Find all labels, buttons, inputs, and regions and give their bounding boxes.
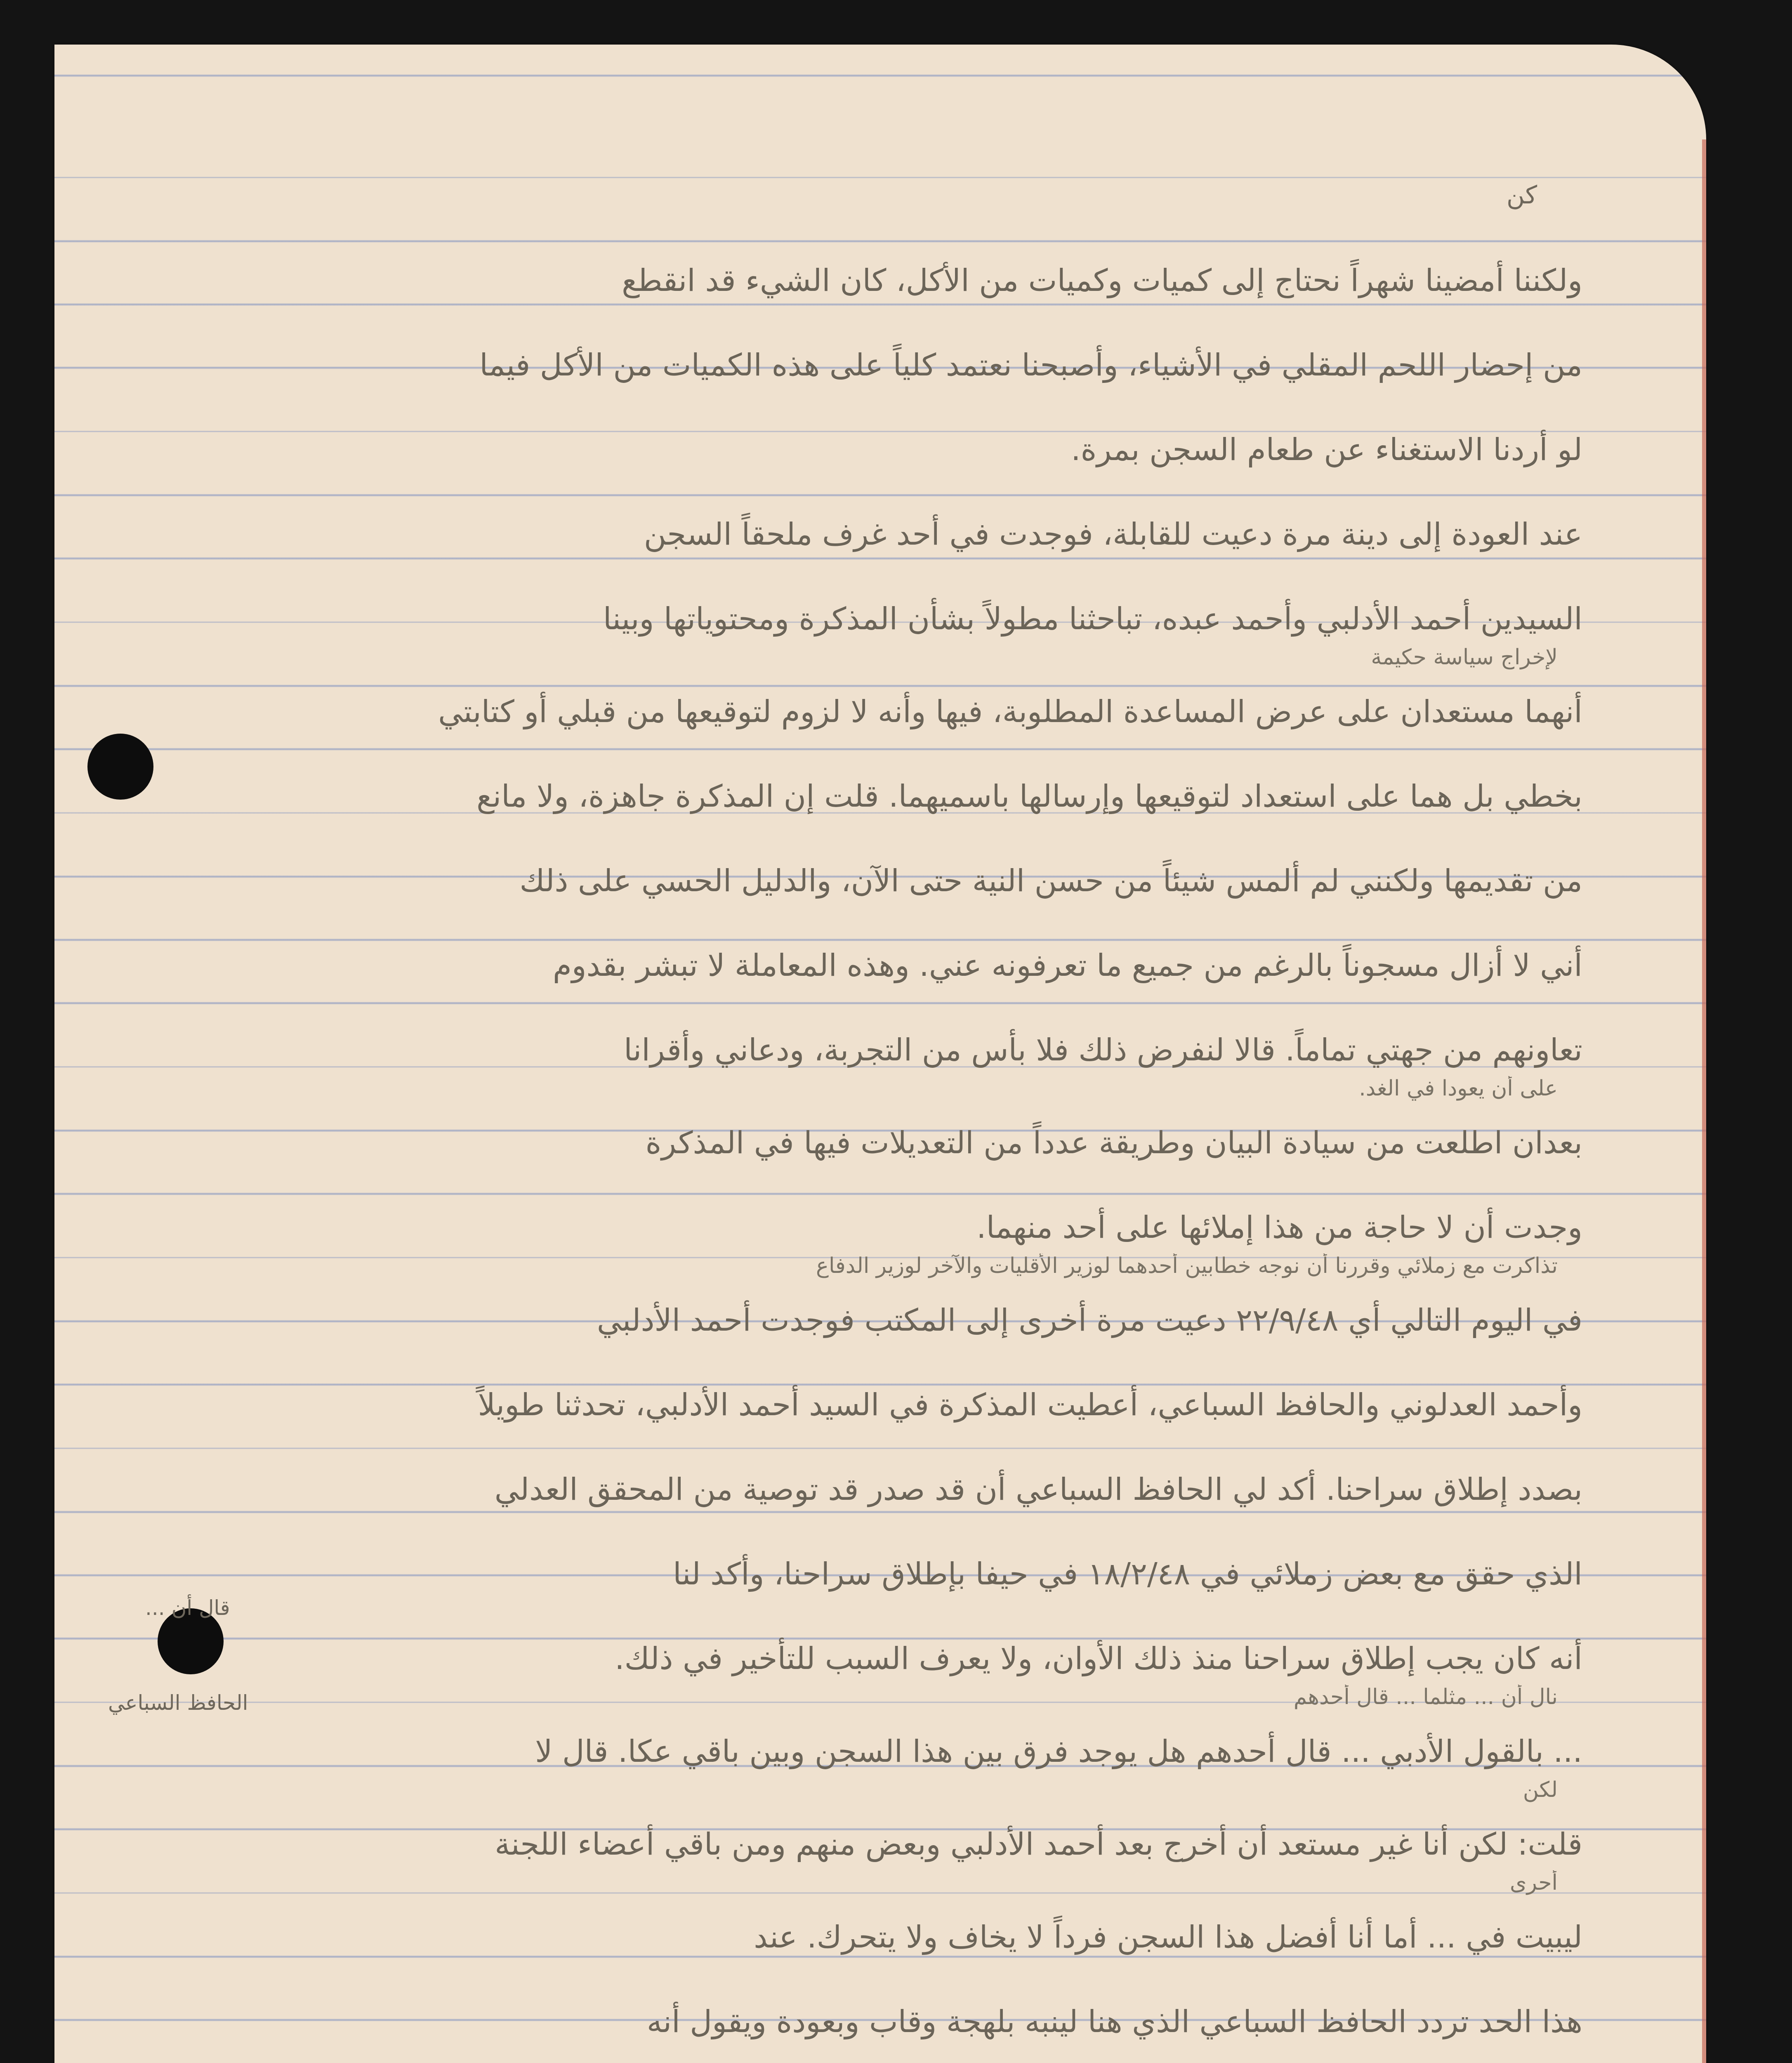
- text-line: تعاونهم من جهتي تماماً. قالا لنفرض ذلك فلا بأس من التجربة، ودعاني وأقرانا: [624, 1032, 1582, 1068]
- margin-note-left-2: الحافظ السباعي: [108, 1691, 248, 1715]
- text-line: بعدان اطلعت من سيادة البيان وطريقة عدداً من التعديلات فيها في المذكرة: [645, 1125, 1582, 1161]
- text-line: وجدت أن لا حاجة من هذا إملائها على أحد منهما.: [976, 1210, 1582, 1245]
- margin-note-top: كن: [1507, 181, 1537, 210]
- interlinear-insert: لكن: [1523, 1777, 1558, 1802]
- text-line: وأحمد العدلوني والحافظ السباعي، أعطيت المذكرة في السيد أحمد الأدلبي، تحدثنا طويلاً: [478, 1387, 1582, 1423]
- interlinear-insert: أحرى: [1510, 1870, 1558, 1895]
- notebook-page: [54, 45, 1706, 2063]
- text-line: عند العودة إلى دينة مرة دعيت للقابلة، فوجدت في أحد غرف ملحقاً السجن: [644, 517, 1582, 552]
- punch-hole-top: [87, 734, 153, 800]
- text-line: ... بالقول الأدبي ... قال أحدهم هل يوجد فرق بين هذا السجن وبين باقي عكا. قال لا: [535, 1734, 1582, 1769]
- text-line: ليبيت في ... أما أنا أفضل هذا السجن فرداً لا يخاف ولا يتحرك. عند: [754, 1919, 1582, 1955]
- handwritten-text: [145, 238, 1582, 2063]
- text-line: أني لا أزال مسجوناً بالرغم من جميع ما تعرفونه عني. وهذه المعاملة لا تبشر بقدوم: [552, 948, 1582, 983]
- interlinear-insert: لإخراج سياسة حكيمة: [1371, 645, 1558, 670]
- page-edge: [1702, 139, 1706, 2063]
- margin-note-left-1: قال أن ...: [145, 1596, 230, 1620]
- text-line: ولكننا أمضينا شهراً نحتاج إلى كميات وكميات من الأكل، كان الشيء قد انقطع: [622, 263, 1582, 298]
- text-line: بخطي بل هما على استعداد لتوقيعها وإرسالها باسميهما. قلت إن المذكرة جاهزة، ولا مانع: [476, 779, 1582, 814]
- text-line: هذا الحد تردد الحافظ السباعي الذي هنا لينبه بلهجة وقاب وبعودة ويقول أنه: [646, 2004, 1582, 2039]
- interlinear-insert: نال أن ... مثلما ... قال أحدهم: [1293, 1685, 1558, 1709]
- text-line: من تقديمها ولكنني لم ألمس شيئاً من حسن النية حتى الآن، والدليل الحسي على ذلك: [519, 863, 1582, 899]
- interlinear-insert: على أن يعودا في الغد.: [1359, 1076, 1558, 1101]
- text-line: السيدين أحمد الأدلبي وأحمد عبده، تباحثنا مطولاً بشأن المذكرة ومحتوياتها وبينا: [603, 601, 1582, 637]
- text-line: بصدد إطلاق سراحنا. أكد لي الحافظ السباعي أن قد صدر قد توصية من المحقق العدلي: [494, 1472, 1582, 1507]
- text-line: الذي حقق مع بعض زملائي في ١٨/٢/٤٨ في حيفا بإطلاق سراحنا، وأكد لنا: [673, 1556, 1582, 1592]
- text-line: في اليوم التالي أي ٢٢/٩/٤٨ دعيت مرة أخرى إلى المكتب فوجدت أحمد الأدلبي: [597, 1303, 1582, 1338]
- interlinear-insert: تذاكرت مع زملائي وقررنا أن نوجه خطابين أحدهما لوزير الأقليات والآخر لوزير الدفاع: [816, 1253, 1558, 1278]
- text-line: أنه كان يجب إطلاق سراحنا منذ ذلك الأوان، ولا يعرف السبب للتأخير في ذلك.: [615, 1641, 1582, 1676]
- text-line: قلت: لكن أنا غير مستعد أن أخرج بعد أحمد الأدلبي وبعض منهم ومن باقي أعضاء اللجنة: [495, 1827, 1582, 1862]
- text-line: من إحضار اللحم المقلي في الأشياء، وأصبحنا نعتمد كلياً على هذه الكميات من الأكل فيما: [479, 347, 1582, 383]
- text-line: لو أردنا الاستغناء عن طعام السجن بمرة.: [1071, 432, 1582, 467]
- text-line: أنهما مستعدان على عرض المساعدة المطلوبة، فيها وأنه لا لزوم لتوقيعها من قبلي أو كتابتي: [438, 694, 1582, 729]
